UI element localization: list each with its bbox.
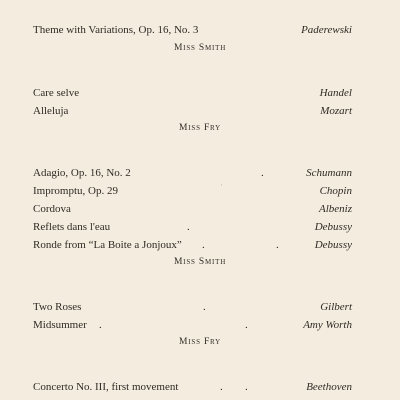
leader-dot: .: [202, 239, 205, 251]
composer-name: Schumann: [306, 167, 352, 179]
paper-speck: ': [221, 183, 223, 191]
piece-title: Alleluja: [33, 105, 69, 117]
composer-name: Chopin: [319, 185, 352, 197]
leader-dot: .: [99, 319, 102, 331]
composer-name: Debussy: [314, 221, 352, 233]
composer-name: Beethoven: [306, 381, 352, 393]
performer-name: Miss Fry: [179, 123, 221, 133]
leader-dot: .: [276, 239, 279, 251]
composer-name: Debussy: [314, 239, 352, 251]
performer-name: Miss Smith: [173, 257, 227, 267]
program-item: [33, 237, 352, 253]
leader-dot: .: [261, 167, 264, 179]
composer-name: Handel: [319, 87, 352, 99]
composer-name: Paderewski: [301, 24, 352, 36]
performer-name: Miss Fry: [179, 337, 221, 347]
leader-dot: .: [220, 381, 223, 393]
program-item: [33, 103, 352, 119]
piece-title: Reflets dans l'eau: [33, 221, 111, 233]
program-item: [33, 183, 352, 199]
piece-title: Midsummer: [33, 319, 87, 331]
piece-title: Ronde from “La Boite a Jonjoux”: [33, 239, 182, 251]
composer-name: Amy Worth: [303, 319, 352, 331]
composer-name: Gilbert: [320, 301, 352, 313]
program-item: [33, 22, 352, 38]
program-item: [33, 219, 352, 235]
piece-title: Cordova: [33, 203, 71, 215]
leader-dot: .: [245, 381, 248, 393]
leader-dot: .: [187, 221, 190, 233]
program-item: [33, 201, 352, 217]
program-item: [33, 317, 352, 333]
piece-title: Impromptu, Op. 29: [33, 185, 118, 197]
composer-name: Albeniz: [319, 203, 352, 215]
leader-dot: .: [245, 319, 248, 331]
piece-title: Care selve: [33, 87, 80, 99]
piece-title: Theme with Variations, Op. 16, No. 3: [33, 24, 199, 36]
program-item: [33, 299, 352, 315]
leader-dot: .: [203, 301, 206, 313]
program-item: [33, 165, 352, 181]
performer-name: Miss Smith: [173, 43, 227, 53]
program-item: [33, 85, 352, 101]
piece-title: Two Roses: [33, 301, 82, 313]
composer-name: Mozart: [320, 105, 352, 117]
piece-title: Adagio, Op. 16, No. 2: [33, 167, 131, 179]
piece-title: Concerto No. III, first movement: [33, 381, 179, 393]
program-item: [33, 379, 352, 395]
